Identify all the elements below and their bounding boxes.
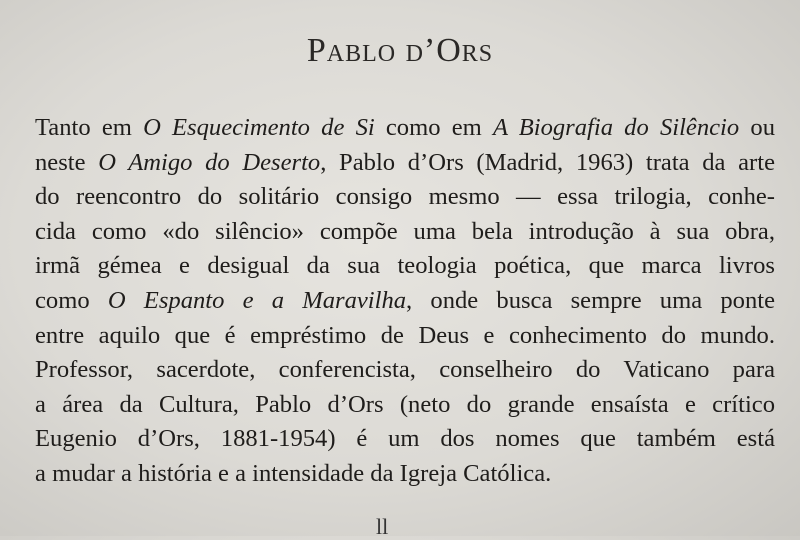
text-segment: a área da Cultura, Pablo d’Ors (neto do grande ensaísta e crítico (35, 390, 775, 418)
text-segment: a mudar a história e a intensidade da Igreja Católica. (35, 459, 552, 487)
text-segment: Eugenio d’Ors, 1881-1954) é um dos nomes que também está (35, 425, 775, 453)
text-line (35, 319, 775, 354)
text-line (35, 353, 775, 388)
text-segment: , onde busca sempre uma ponte (406, 286, 775, 314)
text-line (35, 146, 775, 181)
book-title: O Esquecimento de Si (143, 114, 375, 141)
text-line (35, 111, 775, 146)
text-line (35, 284, 775, 319)
author-heading: Pablo d’Ors (306, 32, 494, 69)
text-segment: como em (374, 114, 493, 141)
text-line (35, 249, 775, 284)
text-segment: do reencontro do solitário consigo mesmo — essa trilogia, conhe- (35, 183, 775, 211)
text-line (35, 422, 775, 457)
book-title: O Espanto e a Maravilha (107, 286, 407, 314)
text-segment: neste (35, 148, 99, 176)
text-segment: irmã gémea e desigual da sua teologia poética, que marca livros (35, 252, 775, 280)
text-line (35, 180, 775, 215)
text-segment: Professor, sacerdote, conferencista, conselheiro do Vaticano para (35, 356, 775, 384)
body-paragraph (35, 111, 775, 492)
text-segment: entre aquilo que é empréstimo de Deus e conhecimento do mundo. (35, 321, 775, 349)
text-line (35, 388, 775, 423)
text-segment: como (35, 286, 108, 314)
page-mark: ll (376, 514, 389, 539)
text-line (35, 215, 775, 250)
book-title: O Amigo do Deserto (98, 148, 321, 176)
text-segment: cida como «do silêncio» compõe uma bela introdução à sua obra, (35, 217, 775, 245)
book-title: A Biografia do Silêncio (492, 114, 740, 141)
text-segment: Tanto em (35, 114, 144, 141)
text-segment: ou (739, 114, 775, 141)
text-line (35, 457, 775, 492)
text-segment: , Pablo d’Ors (Madrid, 1963) trata da arte (320, 148, 776, 176)
